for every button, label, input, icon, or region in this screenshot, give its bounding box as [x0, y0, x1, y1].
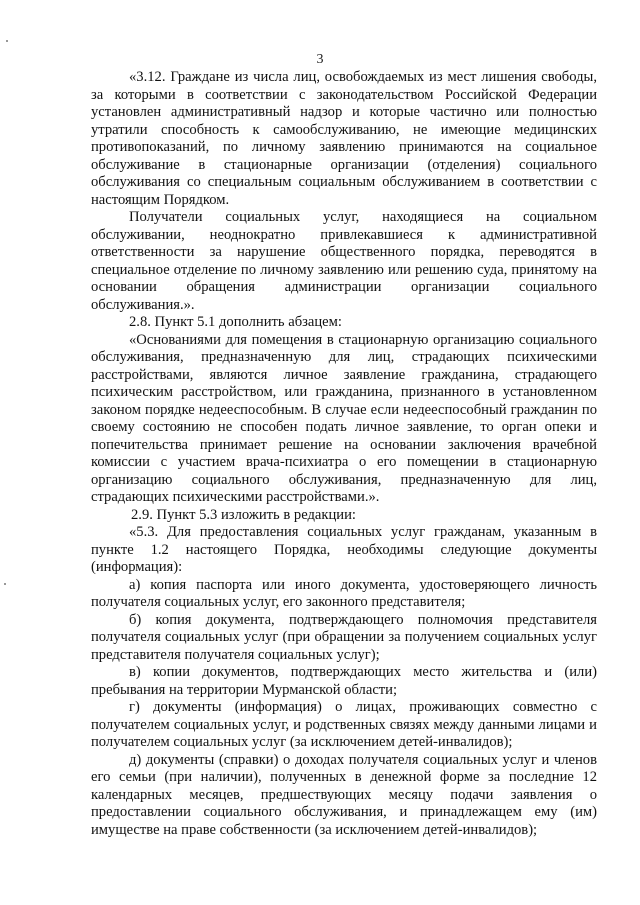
scan-speck	[6, 40, 8, 42]
list-item-d: д) документы (справки) о доходах получателя социальных услуг и членов его семьи (при наличии), полученных в денежной форме за последние 12 календарных месяцев, предшествующих месяцу подачи заявления о предоставлении социального обслуживания, и принадлежащем ему (им) имуществе на праве собственности (за исключением детей-инвалидов);	[91, 751, 597, 838]
list-item-g: г) документы (информация) о лицах, проживающих совместно с получателем социальных услуг, и родственных связях между данными лицами и получателем социальных услуг (за исключением детей-инвалидов);	[91, 699, 597, 750]
scan-speck	[4, 583, 6, 585]
page-number: 3	[316, 52, 324, 67]
paragraph-recipients-transfer: Получатели социальных услуг, находящиеся на социальном обслуживании, неоднократно привлекавшиеся к административной ответственности за нарушение общественного порядка, переводятся в специальное отделение по личному заявлению или решению суда, принятому на основании обращения администрации организации социального обслуживания.».	[91, 209, 597, 313]
document-body	[91, 69, 597, 839]
paragraph-2-8-heading: 2.8. Пункт 5.1 дополнить абзацем:	[129, 314, 342, 330]
paragraph-3-12: «3.12. Граждане из числа лиц, освобождаемых из мест лишения свободы, за которыми в соответствии с законодательством Российской Федерации установлен административный надзор и которые частично или полностью утратили способность к самообслуживанию, не имеющие медицинских противопоказаний, по личному заявлению принимаются на социальное обслуживание в стационарные организации (отделения) социального обслуживания со специальным социальным обслуживанием в соответствии с настоящим Порядком.	[91, 69, 597, 208]
list-item-v: в) копии документов, подтверждающих место жительства и (или) пребывания на территории Мурманской области;	[91, 664, 597, 698]
list-item-a: а) копия паспорта или иного документа, удостоверяющего личность получателя социальных услуг, его законного представителя;	[91, 576, 597, 610]
paragraph-5-3: «5.3. Для предоставления социальных услуг гражданам, указанным в пункте 1.2 настоящего Порядка, необходимы следующие документы (информация):	[91, 524, 597, 575]
list-item-b: б) копия документа, подтверждающего полномочия представителя получателя социальных услуг (при обращении за получением социальных услуг представителя получателя социальных услуг);	[91, 611, 597, 663]
paragraph-grounds-placement: «Основаниями для помещения в стационарную организацию социального обслуживания, предназначенную для лиц, страдающих психическими расстройствами, являются личное заявление гражданина, страдающего психическим расстройством, или гражданина, признанного в установленном законом порядке недееспособным. В случае если недееспособный гражданин по своему состоянию не способен подать личное заявление, то орган опеки и попечительства принимает решение на основании заключения врачебной комиссии с участием врача-психиатра о его помещении в стационарную организацию социального обслуживания, предназначенную для лиц, страдающих психическими расстройствами.».	[91, 331, 597, 505]
paragraph-2-9-heading: 2.9. Пункт 5.3 изложить в редакции:	[131, 506, 356, 523]
